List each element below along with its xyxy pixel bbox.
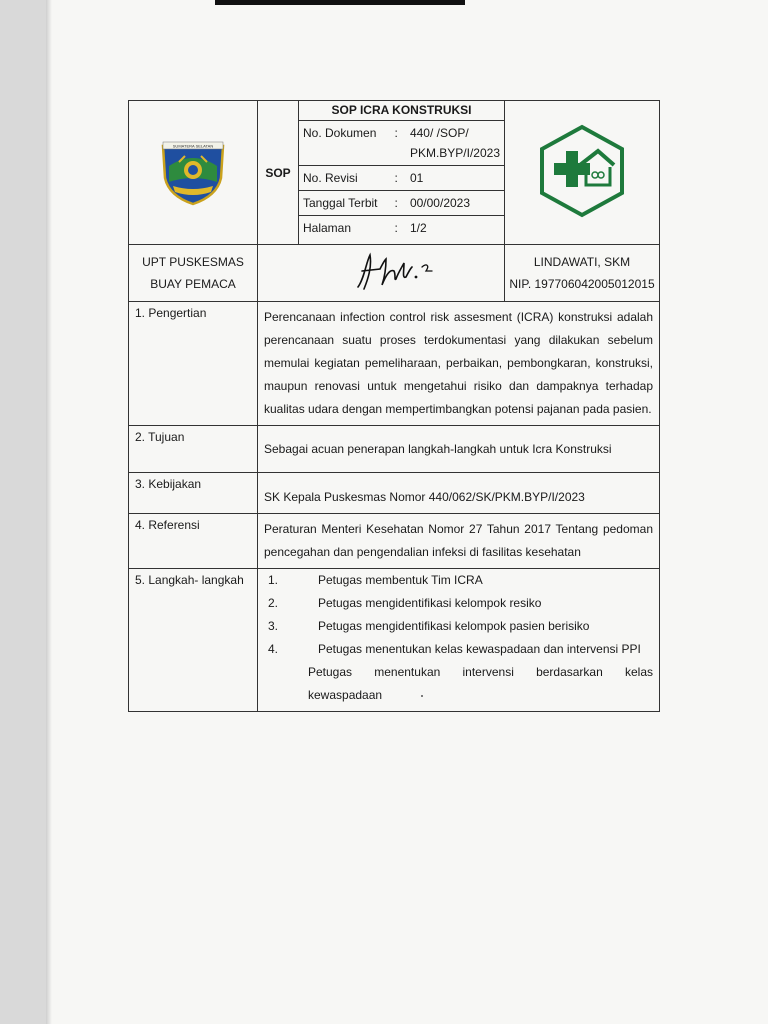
sop-label: SOP bbox=[258, 101, 299, 245]
puskesmas-logo-cell bbox=[505, 101, 660, 245]
document-meta bbox=[299, 121, 504, 240]
regency-logo-text: SUMATERA SELATAN bbox=[172, 143, 214, 149]
meta-value: 00/00/2023 bbox=[406, 191, 504, 216]
meta-value: 440/ /SOP/ PKM.BYP/I/2023 bbox=[406, 121, 504, 166]
sop-table bbox=[128, 100, 660, 712]
meta-row bbox=[299, 121, 504, 166]
meta-colon: : bbox=[386, 191, 406, 216]
meta-row bbox=[299, 191, 504, 216]
approver-cell bbox=[505, 245, 660, 302]
section-content: Sebagai acuan penerapan langkah-langkah untuk Icra Konstruksi bbox=[258, 426, 660, 473]
section-label: 2. Tujuan bbox=[129, 426, 258, 473]
regency-emblem-icon bbox=[157, 136, 229, 206]
list-item bbox=[264, 615, 653, 638]
step-text: Petugas mengidentifikasi kelompok pasien berisiko bbox=[318, 619, 590, 633]
section-row bbox=[129, 473, 660, 514]
step-text: Petugas menentukan kelas kewaspadaan dan intervensi PPI bbox=[318, 642, 641, 656]
document-title: SOP ICRA KONSTRUKSI bbox=[299, 101, 504, 121]
section-content: SK Kepala Puskesmas Nomor 440/062/SK/PKM.BYP/I/2023 bbox=[258, 473, 660, 514]
meta-row bbox=[299, 166, 504, 191]
section-row bbox=[129, 569, 660, 712]
section-row bbox=[129, 514, 660, 569]
meta-row bbox=[299, 216, 504, 241]
meta-label: No. Revisi bbox=[299, 166, 386, 191]
step-number: 3. bbox=[268, 619, 279, 633]
list-item bbox=[264, 592, 653, 615]
approver-nip: NIP. 197706042005012015 bbox=[509, 277, 655, 291]
section-label: 1. Pengertian bbox=[129, 302, 258, 426]
list-item bbox=[264, 661, 653, 707]
steps-list bbox=[264, 569, 653, 707]
section-content: Perencanaan infection control risk assesment (ICRA) konstruksi adalah perencanaan suatu proses terdokumentasi yang dilakukan sebelum memulai kegiatan pemeliharaan, perbaikan, pembongkaran, konstruksi, maupun renovasi untuk mengetahui risiko dan dampaknya terhadap kualitas udara dengan mempertimbangkan potensi pajanan pada pasien. bbox=[258, 302, 660, 426]
meta-label: Halaman bbox=[303, 221, 352, 235]
section-label: 5. Langkah- langkah bbox=[129, 569, 258, 712]
section-content: Peraturan Menteri Kesehatan Nomor 27 Tahun 2017 Tentang pedoman pencegahan dan pengendalian infeksi di fasilitas kesehatan bbox=[258, 514, 660, 569]
organization-line1: UPT PUSKESMAS bbox=[142, 255, 244, 269]
step-number: 2. bbox=[268, 596, 279, 610]
organization-cell bbox=[129, 245, 258, 302]
list-item bbox=[264, 638, 653, 661]
signature-cell bbox=[258, 245, 505, 302]
header-info-cell bbox=[299, 101, 505, 245]
handwritten-signature bbox=[350, 249, 440, 295]
section-label: 3. Kebijakan bbox=[129, 473, 258, 514]
step-number: 4. bbox=[268, 642, 279, 656]
scan-speck bbox=[421, 695, 423, 697]
step-number: 1. bbox=[268, 573, 279, 587]
section-row bbox=[129, 426, 660, 473]
section-steps-cell bbox=[258, 569, 660, 712]
step-text: Petugas membentuk Tim ICRA bbox=[318, 573, 483, 587]
meta-value: 01 bbox=[406, 166, 504, 191]
page-edge-shadow bbox=[46, 0, 52, 1024]
approver-name: LINDAWATI, SKM bbox=[533, 255, 631, 269]
regency-logo-cell bbox=[129, 101, 258, 245]
meta-colon: : bbox=[386, 121, 406, 166]
puskesmas-logo-icon bbox=[534, 123, 630, 219]
meta-label: No. Dokumen bbox=[299, 121, 386, 166]
section-row bbox=[129, 302, 660, 426]
meta-colon: : bbox=[386, 166, 406, 191]
meta-value: 1/2 bbox=[409, 221, 427, 235]
meta-label: Tanggal Terbit bbox=[299, 191, 386, 216]
list-item bbox=[264, 569, 653, 592]
step-extra-text: Petugas menentukan intervensi berdasarkan kelas kewaspadaan bbox=[308, 665, 653, 702]
section-label: 4. Referensi bbox=[129, 514, 258, 569]
step-text: Petugas mengidentifikasi kelompok resiko bbox=[318, 596, 542, 610]
meta-colon: : bbox=[394, 221, 398, 235]
scan-top-bar bbox=[215, 0, 465, 5]
organization-line2: BUAY PEMACA bbox=[150, 277, 236, 291]
